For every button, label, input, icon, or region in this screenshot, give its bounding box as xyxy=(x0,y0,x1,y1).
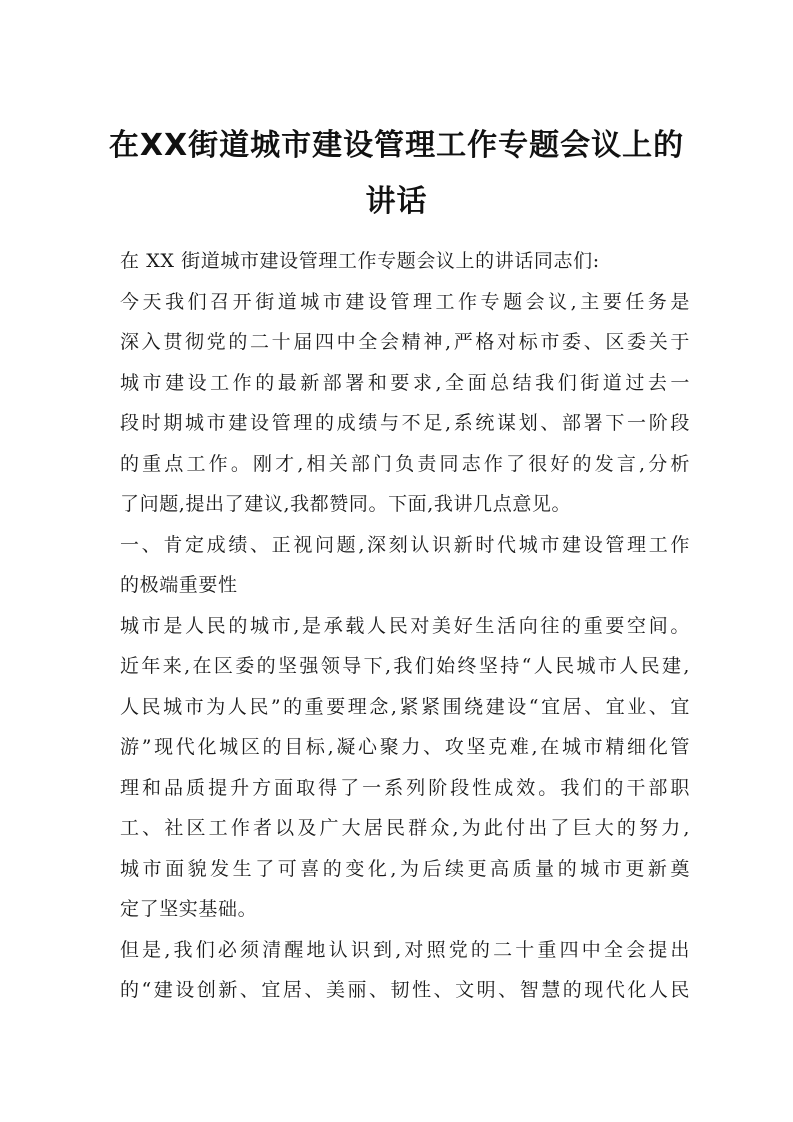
body-line: 的重点工作。刚才,相关部门负责同志作了很好的发言,分析 xyxy=(120,452,690,475)
body-line: 但是,我们必须清醒地认识到,对照党的二十重四中全会提出 xyxy=(120,938,690,961)
body-line: 人民城市为人民”的重要理念,紧紧围绕建设“宜居、宜业、宜 xyxy=(120,695,690,718)
section-heading-line: 一、肯定成绩、正视问题,深刻认识新时代城市建设管理工作 xyxy=(120,533,690,556)
document-title xyxy=(100,118,693,230)
body-line: 了问题,提出了建议,我都赞同。下面,我讲几点意见。 xyxy=(120,493,572,515)
body-line: 城市建设工作的最新部署和要求,全面总结我们街道过去一 xyxy=(120,371,690,394)
body-line: 的“建设创新、宜居、美丽、韧性、文明、智慧的现代化人民 xyxy=(120,979,690,1001)
body-line: 段时期城市建设管理的成绩与不足,系统谋划、部署下一阶段 xyxy=(120,412,690,434)
title-line-1: 在XX街道城市建设管理工作专题会议上的 xyxy=(108,128,685,163)
section-heading-line: 的极端重要性 xyxy=(120,574,238,596)
body-line: 理和品质提升方面取得了一系列阶段性成效。我们的干部职 xyxy=(120,776,690,799)
body-line: 城市是人民的城市,是承载人民对美好生活向往的重要空间。 xyxy=(120,614,690,637)
body-line: 工、社区工作者以及广大居民群众,为此付出了巨大的努力, xyxy=(120,817,690,839)
title-line-2: 讲话 xyxy=(365,184,428,219)
body-line: 游”现代化城区的目标,凝心聚力、攻坚克难,在城市精细化管 xyxy=(120,736,690,758)
body-line: 今天我们召开街道城市建设管理工作专题会议,主要任务是 xyxy=(120,290,690,313)
body-line: 定了坚实基础。 xyxy=(120,898,258,920)
document-body xyxy=(120,241,690,1011)
body-line-header: 在 XX 街道城市建设管理工作专题会议上的讲话同志们: xyxy=(120,250,600,272)
body-line: 深入贯彻党的二十届四中全会精神,严格对标市委、区委关于 xyxy=(120,331,690,353)
body-line: 城市面貌发生了可喜的变化,为后续更高质量的城市更新奠 xyxy=(120,857,690,880)
body-line: 近年来,在区委的坚强领导下,我们始终坚持“人民城市人民建, xyxy=(120,655,690,677)
